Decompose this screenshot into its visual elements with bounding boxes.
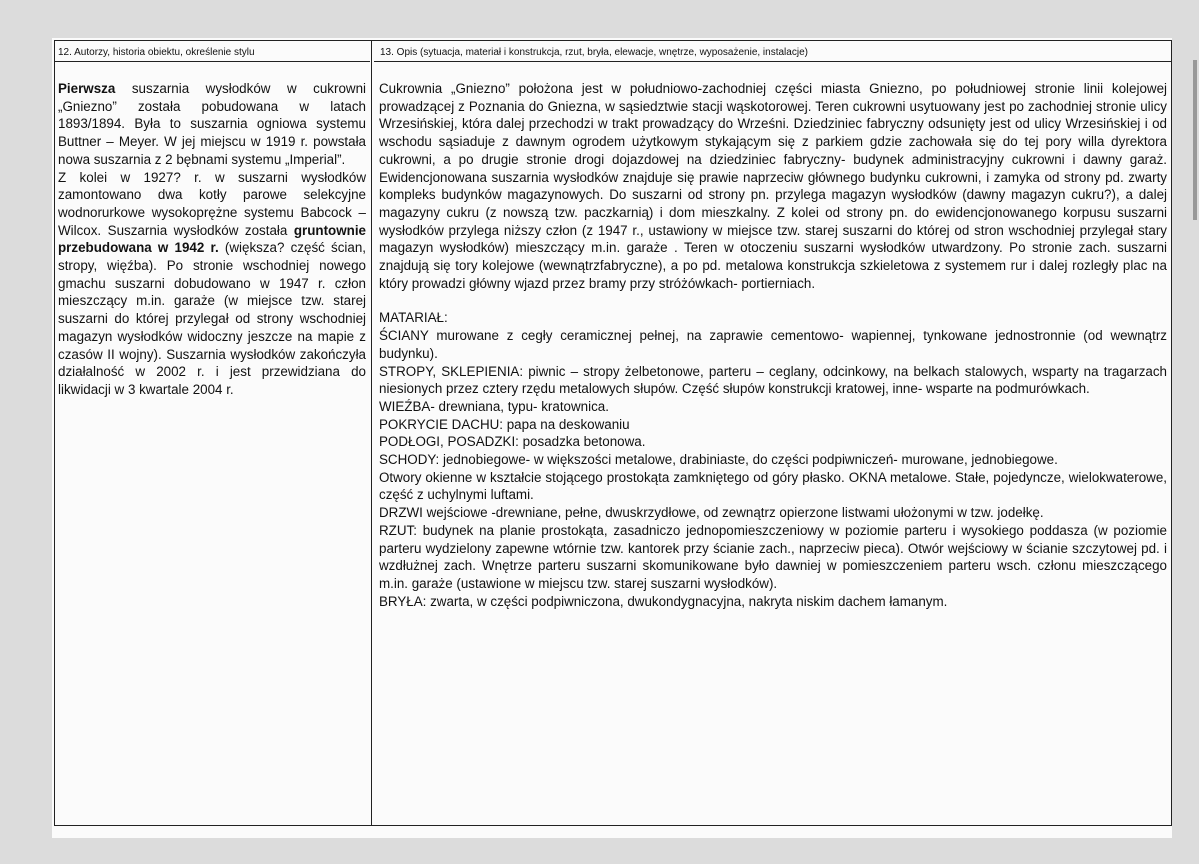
history-p1-bold: Pierwsza xyxy=(58,81,116,96)
scan-edge-mark xyxy=(1193,60,1197,220)
left-header-rule xyxy=(54,61,370,62)
description-column xyxy=(379,80,1167,610)
paragraph-gap xyxy=(379,292,1167,309)
right-header-rule xyxy=(374,61,1172,62)
windows-paragraph: Otwory okienne w kształcie stojącego prostokąta zamkniętego od góry płasko. OKNA metalowe. Stałe, pojedyncze, wielokwaterowe, część z uchylnymi luftami. xyxy=(379,469,1167,503)
section-13-header: 13. Opis (sytuacja, materiał i konstrukcja, rzut, bryła, elewacje, wnętrze, wyposażenie, instalacje) xyxy=(380,47,808,58)
walls-paragraph: ŚCIANY murowane z cegły ceramicznej pełnej, na zaprawie cementowo- wapiennej, tynkowane jednostronnie (od wewnątrz budynku). xyxy=(379,328,1167,361)
ceilings-paragraph: STROPY, SKLEPIENIA: piwnic – stropy żelbetonowe, parteru – ceglany, odcinkowy, na belkach stalowych, wsparty na tragarzach niesionych przez cztery rzędu metalowych słupów. Część słupów konstrukcji kratowej, inne- wsparte na podmurówkach. xyxy=(379,363,1167,397)
floors-paragraph: PODŁOGI, POSADZKI: posadzka betonowa. xyxy=(379,434,646,450)
history-paragraph-1 xyxy=(58,80,366,169)
stairs-paragraph: SCHODY: jednobiegowe- w większości metalowe, drabiniaste, do części podpiwniczeń- murowane, jednobiegowe. xyxy=(379,452,1058,468)
column-divider xyxy=(371,40,372,826)
history-p2-text-b: (większa? część ścian, stropy, więźba). Po stronie wschodniej nowego gmachu suszarni dobudowano w 1947 r. człon mieszczący m.in. garaże (w miejsce tzw. starej suszarni do której przylegał od strony wschodniej magazyn wysłodków widoczny jeszcze na mapie z czasów II wojny). Suszarnia wysłodków zakończyła działalność w 2002 r. i jest przewidziana do likwidacji w 3 kwartale 2004 r. xyxy=(58,240,366,397)
history-p2-text-a: Z kolei w 1927? r. w suszarni wysłodków zamontowano dwa kotły parowe selekcyjne wodnorurkowe wysokoprężne systemu Babcock – Wilcox. Suszarnia wysłodków została xyxy=(58,169,366,238)
situation-paragraph: Cukrownia „Gniezno” położona jest w południowo-zachodniej części miasta Gniezno, po południowej stronie linii kolejowej prowadzącej z Poznania do Gniezna, w sąsiedztwie stacji wąskotorowej. Teren cukrowni usytuowany jest po zachodniej stronie ulicy Wrzesińskiej, która dalej przechodzi w trakt prowadzący do Wrześni. Dziedziniec fabryczny odsunięty jest od ulicy Wrzesińskiej i od wschodu sąsiaduje z dawnym ogrodem użytkowym stykającym się z parkiem gdzie zachowała się do tej pory willa dyrektora cukrowni, a po drugie stronie drogi dojazdowej na dziedziniec fabryczny- budynek administracyjny cukrowni i dawny garaż. Ewidencjonowana suszarnia wysłodków znajduje się prawie naprzeciw głównego budynku cukrowni, i zamyka od strony pd. zwarty kompleks budynków magazynowych. Do suszarni od strony pn. przylega magazyn wysłodków (dawny magazyn cukru?), a dalej magazyny cukru (z nowszą tzw. paczkarnią) i dom mieszkalny. Z kolei od strony pn. do ewidencjonowanego korpusu suszarni wysłodków przylega niższy człon (z 1947 r., ustawiony w miejsce tzw. starej suszarni do której od stron wschodniej przylegał stary magazyn wysłodków) mieszczący m.in. garaże . Teren w otoczeniu suszarni wysłodków utwardzony. Po stronie zach. suszarni znajdują się tory kolejowe (wewnątrzfabryczne), a po pd. metalowa konstrukcja szkieletowa z systemem rur i dalej rozległy plac na który prowadzi główny wjazd przez bramy przy stróżówkach- portierniach. xyxy=(379,81,1167,291)
truss-paragraph: WIEŹBA- drewniana, typu- kratownica. xyxy=(379,398,609,414)
history-p2-bold: gruntownie przebudowana w 1942 r. xyxy=(58,222,366,256)
massing-paragraph: BRYŁA: zwarta, w części podpiwniczona, dwukondygnacyjna, nakryta niskim dachem łamanym. xyxy=(379,593,948,609)
history-paragraph-2 xyxy=(58,169,366,399)
plan-paragraph: RZUT: budynek na planie prostokąta, zasadniczo jednopomieszczeniowy w poziomie parteru i wysokiego poddasza (w poziomie parteru wydzielony zapewne wtórnie tzw. kantorek przy ścianie zach., naprzeciw pieca). Otwór wejściowy w ścianie szczytowej pd. i wzdłużnej zach. Wnętrze parteru suszarni skomunikowane było dawniej w pomieszczeniem parteru wsch. członu mieszczącego m.in. garaże (ustawione w miejscu tzw. starej suszarni wysłodków). xyxy=(379,522,1167,591)
history-column xyxy=(58,80,366,399)
history-p1-text: suszarnia wysłodków w cukrowni „Gniezno” została pobudowana w latach 1893/1894. Była to suszarnia ogniowa systemu Buttner – Meyer. W jej miejscu w 1919 r. powstała nowa suszarnia z 2 bębnami systemu „Imperial”. xyxy=(58,81,366,167)
doors-paragraph: DRZWI wejściowe -drewniane, pełne, dwuskrzydłowe, od zewnątrz opierzone listwami ułożonymi w tzw. jodełkę. xyxy=(379,505,1044,521)
material-heading: MATARIAŁ: xyxy=(379,310,448,326)
section-12-header: 12. Autorzy, historia obiektu, określenie stylu xyxy=(58,47,255,58)
roofing-paragraph: POKRYCIE DACHU: papa na deskowaniu xyxy=(379,416,630,432)
